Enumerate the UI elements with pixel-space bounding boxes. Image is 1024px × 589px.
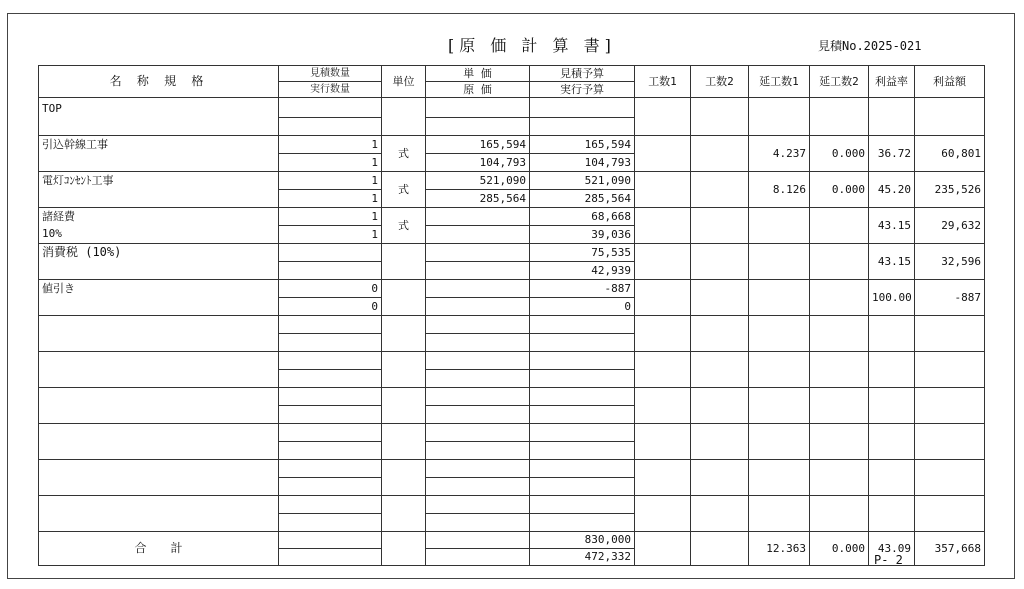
profit-rate-cell	[869, 315, 915, 351]
exec-budget-cell	[530, 117, 635, 135]
unit-price-cell	[426, 315, 530, 333]
qty-exec-cell	[279, 513, 382, 531]
unit-price-cell: 521,090	[426, 171, 530, 189]
qty-est-cell	[279, 351, 382, 369]
total-label: 合 計	[39, 531, 279, 565]
profit-amount-cell: 60,801	[915, 135, 985, 171]
labor2-cell	[691, 171, 749, 207]
unit-price-cell	[426, 207, 530, 225]
labor2-cell	[691, 495, 749, 531]
total-labor1-cell	[749, 495, 810, 531]
total-labor2-cell	[810, 387, 869, 423]
qty-exec-cell	[279, 477, 382, 495]
cost-price-cell	[426, 477, 530, 495]
qty-exec-cell: 1	[279, 225, 382, 243]
profit-rate-cell	[869, 495, 915, 531]
total-labor2-cell: 0.000	[810, 171, 869, 207]
total-labor1-cell	[749, 207, 810, 243]
qty-est-cell	[279, 387, 382, 405]
item-spec	[39, 297, 279, 315]
cost-price-cell	[426, 261, 530, 279]
total-unit-price	[426, 531, 530, 548]
qty-exec-cell	[279, 261, 382, 279]
unit-cell	[382, 279, 426, 315]
col-header-est-budget: 見積予算	[530, 66, 635, 82]
cost-price-cell: 104,793	[426, 153, 530, 171]
cost-calculation-table	[38, 65, 985, 566]
labor2-cell	[691, 243, 749, 279]
total-labor1-cell	[749, 279, 810, 315]
cost-price-cell	[426, 117, 530, 135]
col-header-profit-amount: 利益額	[915, 66, 985, 98]
profit-amount-cell	[915, 351, 985, 387]
table-row	[39, 495, 985, 513]
profit-rate-cell	[869, 98, 915, 136]
item-spec	[39, 405, 279, 423]
qty-est-cell	[279, 315, 382, 333]
col-header-labor2: 工数2	[691, 66, 749, 98]
est-budget-cell: 521,090	[530, 171, 635, 189]
unit-cell	[382, 351, 426, 387]
exec-budget-cell	[530, 477, 635, 495]
profit-amount-cell: -887	[915, 279, 985, 315]
total-total-labor2: 0.000	[810, 531, 869, 565]
item-name	[39, 315, 279, 333]
exec-budget-cell: 42,939	[530, 261, 635, 279]
header-row-1	[39, 66, 985, 82]
total-qty-est	[279, 531, 382, 548]
total-labor2-cell	[810, 495, 869, 531]
exec-budget-cell	[530, 405, 635, 423]
table-row	[39, 279, 985, 297]
total-total-labor1: 12.363	[749, 531, 810, 565]
unit-price-cell	[426, 387, 530, 405]
est-budget-cell: 75,535	[530, 243, 635, 261]
table-row	[39, 98, 985, 118]
est-budget-cell	[530, 459, 635, 477]
item-name: 消費税 (10%)	[39, 243, 279, 261]
total-labor1-cell	[749, 387, 810, 423]
table-row	[39, 243, 985, 261]
labor1-cell	[635, 459, 691, 495]
exec-budget-cell: 104,793	[530, 153, 635, 171]
qty-est-cell	[279, 495, 382, 513]
unit-price-cell	[426, 98, 530, 118]
col-header-labor1: 工数1	[635, 66, 691, 98]
labor1-cell	[635, 495, 691, 531]
labor1-cell	[635, 98, 691, 136]
exec-budget-cell: 39,036	[530, 225, 635, 243]
qty-est-cell: 1	[279, 207, 382, 225]
qty-est-cell: 0	[279, 279, 382, 297]
unit-cell: 式	[382, 171, 426, 207]
unit-price-cell	[426, 351, 530, 369]
table-row	[39, 459, 985, 477]
exec-budget-cell: 285,564	[530, 189, 635, 207]
unit-cell	[382, 459, 426, 495]
total-exec-budget: 472,332	[530, 548, 635, 565]
total-labor2-cell	[810, 98, 869, 136]
qty-exec-cell	[279, 405, 382, 423]
labor2-cell	[691, 423, 749, 459]
col-header-profit-rate: 利益率	[869, 66, 915, 98]
unit-price-cell	[426, 243, 530, 261]
labor1-cell	[635, 387, 691, 423]
qty-exec-cell: 0	[279, 297, 382, 315]
profit-amount-cell	[915, 315, 985, 351]
labor2-cell	[691, 98, 749, 136]
item-name: 引込幹線工事	[39, 135, 279, 153]
col-header-qty-exec: 実行数量	[279, 82, 382, 98]
item-spec	[39, 333, 279, 351]
total-labor1-cell	[749, 459, 810, 495]
qty-exec-cell: 1	[279, 189, 382, 207]
total-labor1-cell: 4.237	[749, 135, 810, 171]
labor1-cell	[635, 351, 691, 387]
item-spec	[39, 369, 279, 387]
item-name: TOP	[39, 98, 279, 118]
table-row	[39, 351, 985, 369]
total-labor2-cell	[810, 279, 869, 315]
profit-amount-cell	[915, 495, 985, 531]
qty-est-cell	[279, 243, 382, 261]
item-name: 諸経費	[39, 207, 279, 225]
unit-cell	[382, 315, 426, 351]
total-labor2-cell	[810, 423, 869, 459]
est-budget-cell	[530, 423, 635, 441]
table-row	[39, 315, 985, 333]
item-spec	[39, 477, 279, 495]
labor1-cell	[635, 423, 691, 459]
unit-price-cell: 165,594	[426, 135, 530, 153]
cost-price-cell	[426, 225, 530, 243]
qty-est-cell	[279, 423, 382, 441]
total-profit-amount: 357,668	[915, 531, 985, 565]
cost-price-cell	[426, 333, 530, 351]
profit-amount-cell: 29,632	[915, 207, 985, 243]
table-row	[39, 387, 985, 405]
total-labor2-cell: 0.000	[810, 135, 869, 171]
col-header-cost-price: 原 価	[426, 82, 530, 98]
total-labor2-cell	[810, 207, 869, 243]
total-est-budget: 830,000	[530, 531, 635, 548]
est-budget-cell	[530, 98, 635, 118]
labor1-cell	[635, 279, 691, 315]
labor2-cell	[691, 351, 749, 387]
total-labor1-cell	[749, 243, 810, 279]
labor1-cell	[635, 207, 691, 243]
total-profit-rate: 43.09	[869, 531, 915, 565]
qty-est-cell	[279, 98, 382, 118]
total-unit	[382, 531, 426, 565]
unit-price-cell	[426, 495, 530, 513]
est-budget-cell: 165,594	[530, 135, 635, 153]
item-spec	[39, 261, 279, 279]
total-cost-price	[426, 548, 530, 565]
est-budget-cell	[530, 387, 635, 405]
col-header-exec-budget: 実行予算	[530, 82, 635, 98]
unit-cell	[382, 98, 426, 136]
item-spec	[39, 441, 279, 459]
labor2-cell	[691, 387, 749, 423]
total-labor1-cell: 8.126	[749, 171, 810, 207]
qty-exec-cell	[279, 333, 382, 351]
est-budget-cell: -887	[530, 279, 635, 297]
total-labor1-cell	[749, 98, 810, 136]
labor2-cell	[691, 279, 749, 315]
est-budget-cell	[530, 495, 635, 513]
qty-est-cell: 1	[279, 135, 382, 153]
unit-cell: 式	[382, 135, 426, 171]
item-spec	[39, 117, 279, 135]
total-labor2-cell	[810, 351, 869, 387]
total-row	[39, 531, 985, 548]
item-name	[39, 495, 279, 513]
profit-rate-cell: 100.00	[869, 279, 915, 315]
qty-exec-cell: 1	[279, 153, 382, 171]
item-name: 値引き	[39, 279, 279, 297]
unit-cell	[382, 387, 426, 423]
profit-rate-cell: 36.72	[869, 135, 915, 171]
item-name	[39, 387, 279, 405]
exec-budget-cell: 0	[530, 297, 635, 315]
profit-amount-cell: 235,526	[915, 171, 985, 207]
unit-price-cell	[426, 279, 530, 297]
unit-cell	[382, 423, 426, 459]
item-name: 電灯ｺﾝｾﾝﾄ工事	[39, 171, 279, 189]
labor1-cell	[635, 315, 691, 351]
col-header-total-labor1: 延工数1	[749, 66, 810, 98]
item-spec: 10%	[39, 225, 279, 243]
total-labor2-cell	[810, 315, 869, 351]
item-name	[39, 459, 279, 477]
item-spec	[39, 153, 279, 171]
total-labor1-cell	[749, 423, 810, 459]
table-row	[39, 135, 985, 153]
profit-rate-cell	[869, 351, 915, 387]
table-row	[39, 171, 985, 189]
profit-rate-cell: 43.15	[869, 207, 915, 243]
table-row	[39, 423, 985, 441]
qty-exec-cell	[279, 441, 382, 459]
total-labor2-cell	[810, 459, 869, 495]
cost-price-cell: 285,564	[426, 189, 530, 207]
total-labor1-cell	[749, 351, 810, 387]
exec-budget-cell	[530, 333, 635, 351]
estimate-number: 見積No.2025-021	[818, 39, 922, 53]
col-header-unit-price: 単 価	[426, 66, 530, 82]
col-header-qty-est: 見積数量	[279, 66, 382, 82]
exec-budget-cell	[530, 441, 635, 459]
est-budget-cell: 68,668	[530, 207, 635, 225]
profit-amount-cell: 32,596	[915, 243, 985, 279]
labor1-cell	[635, 135, 691, 171]
item-name	[39, 423, 279, 441]
qty-est-cell: 1	[279, 171, 382, 189]
qty-exec-cell	[279, 369, 382, 387]
labor1-cell	[635, 171, 691, 207]
profit-rate-cell: 45.20	[869, 171, 915, 207]
exec-budget-cell	[530, 513, 635, 531]
cost-price-cell	[426, 297, 530, 315]
cost-price-cell	[426, 513, 530, 531]
unit-price-cell	[426, 459, 530, 477]
total-labor2-cell	[810, 243, 869, 279]
col-header-total-labor2: 延工数2	[810, 66, 869, 98]
table-row	[39, 207, 985, 225]
cost-price-cell	[426, 441, 530, 459]
qty-exec-cell	[279, 117, 382, 135]
page-number: P- 2	[874, 553, 903, 567]
profit-amount-cell	[915, 98, 985, 136]
col-header-name: 名 称 規 格	[39, 66, 279, 98]
labor2-cell	[691, 459, 749, 495]
profit-rate-cell: 43.15	[869, 243, 915, 279]
labor1-cell	[635, 243, 691, 279]
labor2-cell	[691, 315, 749, 351]
profit-amount-cell	[915, 423, 985, 459]
item-spec	[39, 513, 279, 531]
profit-rate-cell	[869, 387, 915, 423]
unit-cell: 式	[382, 207, 426, 243]
item-name	[39, 351, 279, 369]
document-title: [原 価 計 算 書]	[448, 36, 616, 55]
est-budget-cell	[530, 351, 635, 369]
profit-amount-cell	[915, 387, 985, 423]
labor2-cell	[691, 207, 749, 243]
labor2-cell	[691, 135, 749, 171]
unit-cell	[382, 243, 426, 279]
unit-price-cell	[426, 423, 530, 441]
exec-budget-cell	[530, 369, 635, 387]
profit-rate-cell	[869, 459, 915, 495]
qty-est-cell	[279, 459, 382, 477]
item-spec	[39, 189, 279, 207]
total-labor1	[635, 531, 691, 565]
total-labor2	[691, 531, 749, 565]
cost-price-cell	[426, 369, 530, 387]
cost-price-cell	[426, 405, 530, 423]
unit-cell	[382, 495, 426, 531]
profit-amount-cell	[915, 459, 985, 495]
col-header-unit: 単位	[382, 66, 426, 98]
total-labor1-cell	[749, 315, 810, 351]
total-qty-exec	[279, 548, 382, 565]
est-budget-cell	[530, 315, 635, 333]
profit-rate-cell	[869, 423, 915, 459]
